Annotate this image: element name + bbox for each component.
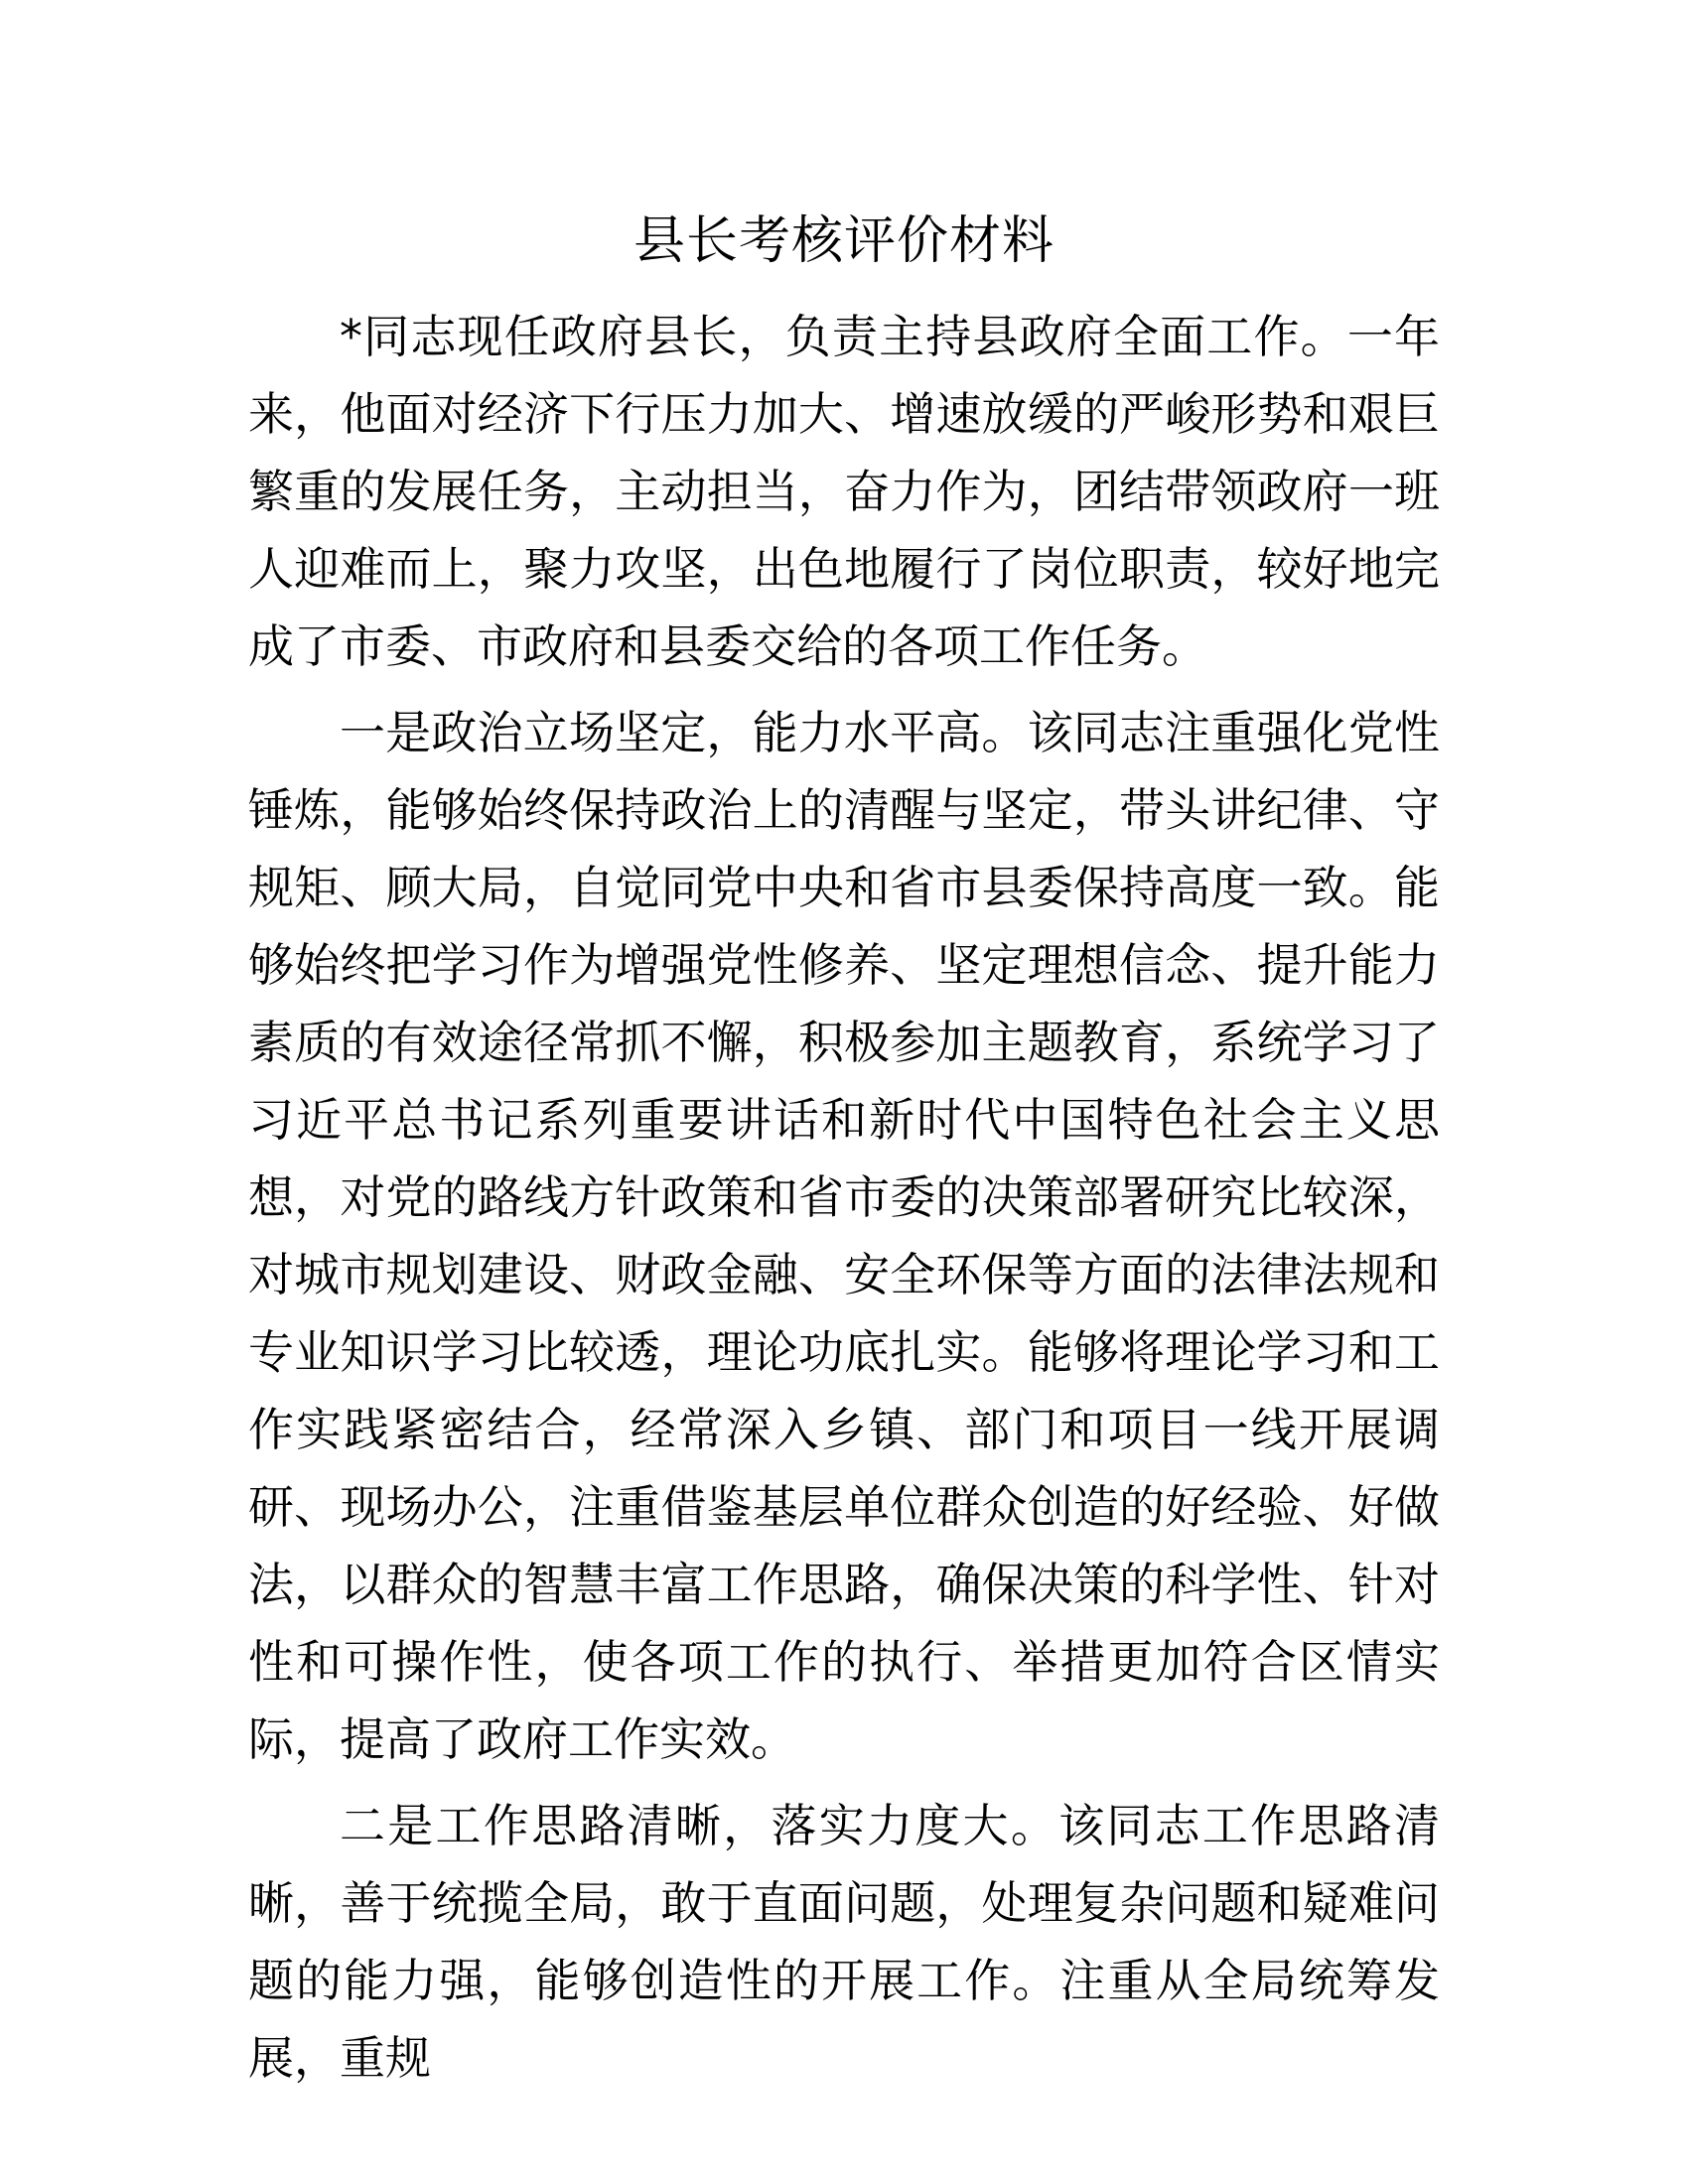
paragraph-intro: *同志现任政府县长，负责主持县政府全面工作。一年来，他面对经济下行压力加大、增速放缓的严峻形势和艰巨繁重的发展任务，主动担当，奋力作为，团结带领政府一班人迎难而上，聚力攻坚，出色地履行了岗位职责，较好地完成了市委、市政府和县委交给的各项工作任务。 — [248, 310, 1440, 673]
paragraph-political-stance: 一是政治立场坚定，能力水平高。该同志注重强化党性锤炼，能够始终保持政治上的清醒与坚定，带头讲纪律、守规矩、顾大局，自觉同党中央和省市县委保持高度一致。能够始终把学习作为增强党性修养、坚定理想信念、提升能力素质的有效途径常抓不懈，积极参加主题教育，系统学习了习近平总书记系列重要讲话和新时代中国特色社会主义思想，对党的路线方针政策和省市委的决策部署研究比较深，对城市规划建设、财政金融、安全环保等方面的法律法规和专业知识学习比较透，理论功底扎实。能够将理论学习和工作实践紧密结合，经常深入乡镇、部门和项目一线开展调研、现场办公，注重借鉴基层单位群众创造的好经验、好做法，以群众的智慧丰富工作思路，确保决策的科学性、针对性和可操作性，使各项工作的执行、举措更加符合区情实际，提高了政府工作实效。 — [248, 706, 1440, 1766]
document-body — [248, 298, 1440, 2106]
paragraph-work-approach: 二是工作思路清晰，落实力度大。该同志工作思路清晰，善于统揽全局，敢于直面问题，处理复杂问题和疑难问题的能力强，能够创造性的开展工作。注重从全局统筹发展，重规 — [248, 1799, 1440, 2085]
document-title: 县长考核评价材料 — [633, 211, 1055, 271]
